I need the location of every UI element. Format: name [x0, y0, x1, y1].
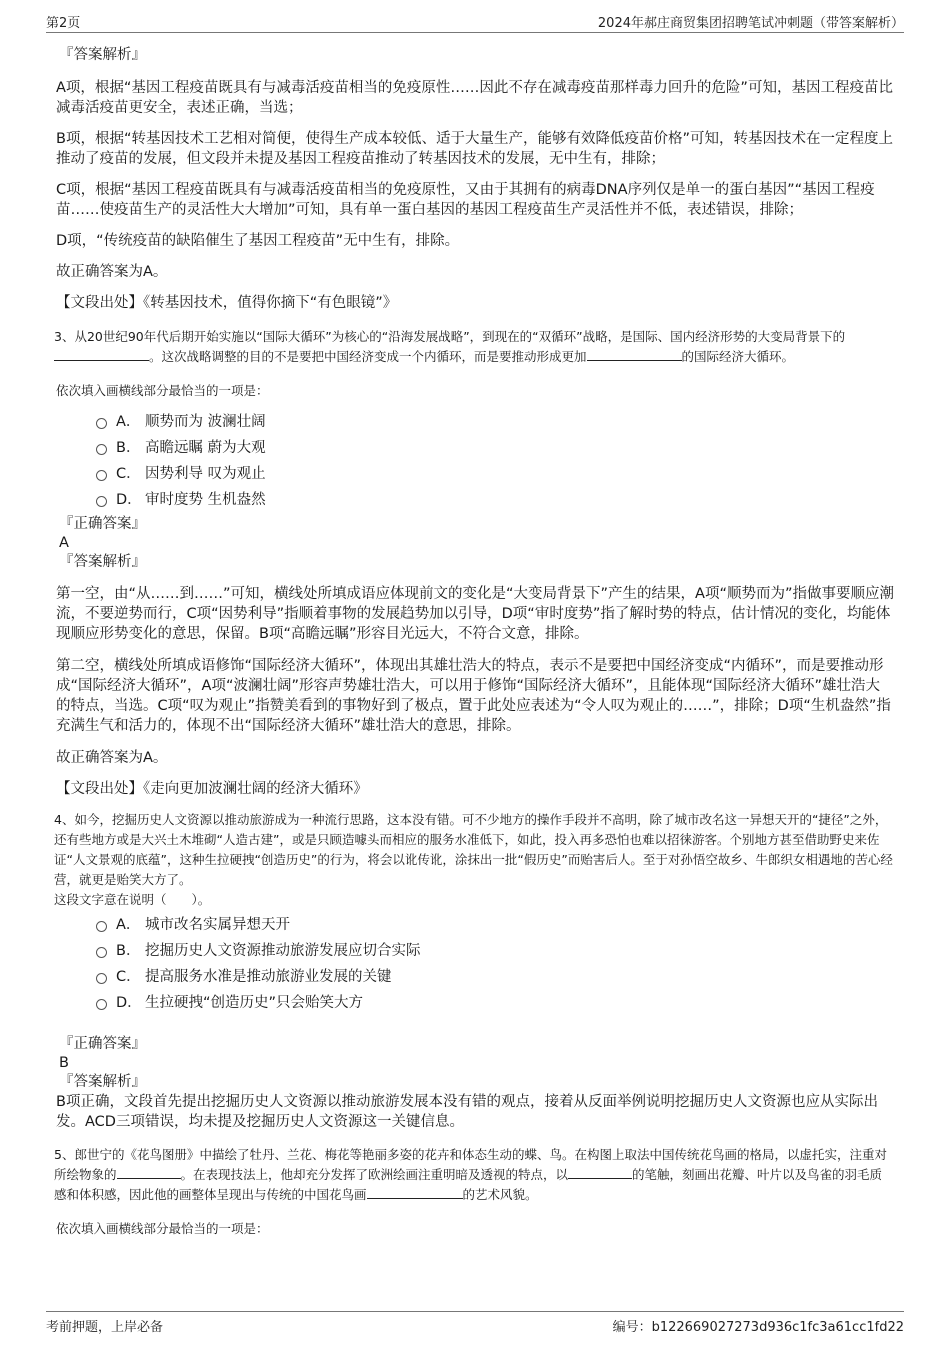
analysis-option-c: C项，根据“基因工程疫苗既具有与减毒活疫苗相当的免疫原性，又由于其拥有的病毒DNA序列仅是单一的蛋白基因”“基因工程疫苗……使疫苗生产的灵活性大大增加”可知，具有单一蛋白基因的基因工程疫苗生产灵活性并不低，表述错误，排除；: [56, 182, 875, 218]
fill-blank[interactable]: [117, 1165, 181, 1179]
radio-button[interactable]: [96, 470, 107, 481]
source-citation: 【文段出处】《转基因技术，值得你摘下“有色眼镜”》: [56, 295, 398, 311]
analysis-option-d: D项，“传统疫苗的缺陷催生了基因工程疫苗”无中生有，排除。: [56, 233, 460, 249]
answer-conclusion: 故正确答案为A。: [56, 750, 168, 766]
radio-button[interactable]: [96, 444, 107, 455]
radio-button[interactable]: [96, 947, 107, 958]
analysis-label: 『答案解析』: [59, 554, 146, 570]
answer-conclusion: 故正确答案为A。: [56, 264, 168, 280]
fill-blank[interactable]: [568, 1165, 632, 1179]
document-id: 编号：b122669027273d936c1fc3a61cc1fd22: [612, 1320, 904, 1335]
analysis-paragraph-1: 第一空，由“从……到……”可知，横线处所填成语应体现前文的变化是“大变局背景下”产生的结果，A项“顺势而为”指做事要顺应潮流，不要逆势而行，C项“因势利导”指顺着事物的发展趋势加以引导，D项“审时度势”指了解时势的特点，估计情况的变化，均能体现顺应形势变化的意思，保留。B项“高瞻远瞩”形容目光远大，不符合文意，排除。: [56, 586, 894, 642]
option-a[interactable]: A． 顺势而为 波澜壮阔: [96, 407, 894, 433]
question-3-stem: 3、从20世纪90年代后期开始实施以“国际大循环”为核心的“沿海发展战略”，到现在的“双循环”战略，是国际、国内经济形势的大变局背景下的。这次战略调整的目的不是要把中国经济变成一个内循环，而是要推动形成更加 的国际经济大循环。: [54, 329, 846, 364]
analysis-option-a: A项，根据“基因工程疫苗既具有与减毒活疫苗相当的免疫原性……因此不存在减毒疫苗那样毒力回升的危险”可知，基因工程疫苗比减毒活疫苗更安全，表述正确，当选；: [56, 80, 893, 116]
correct-answer-label: 『正确答案』: [59, 1036, 146, 1052]
correct-answer-label: 『正确答案』: [59, 516, 146, 532]
analysis-option-b: B项，根据“转基因技术工艺相对简便，使得生产成本较低、适于大量生产，能够有效降低疫苗价格”可知，转基因技术在一定程度上推动了疫苗的发展，但文段并未提及基因工程疫苗推动了转基因技术的发展，无中生有，排除；: [56, 131, 893, 167]
option-d[interactable]: D． 生拉硬拽“创造历史”只会贻笑大方: [96, 988, 894, 1014]
option-b[interactable]: B． 高瞻远瞩 蔚为大观: [96, 433, 894, 459]
question-5-prompt: 依次填入画横线部分最恰当的一项是：: [56, 1221, 269, 1236]
option-c[interactable]: C． 因势利导 叹为观止: [96, 459, 894, 485]
page-header: [46, 10, 904, 33]
document-title: 2024年郝庄商贸集团招聘笔试冲刺题（带答案解析）: [597, 16, 904, 31]
fill-blank[interactable]: [587, 347, 682, 361]
radio-button[interactable]: [96, 496, 107, 507]
source-citation: 【文段出处】《走向更加波澜壮阔的经济大循环》: [56, 781, 368, 797]
option-b[interactable]: B． 挖掘历史人文资源推动旅游发展应切合实际: [96, 936, 894, 962]
analysis-label: 『答案解析』: [59, 1074, 146, 1090]
radio-button[interactable]: [96, 921, 107, 932]
radio-button[interactable]: [96, 999, 107, 1010]
page-footer: [46, 1311, 904, 1336]
question-4-stem: 4、如今，挖掘历史人文资源以推动旅游成为一种流行思路，这本没有错。可不少地方的操作手段并不高明，除了城市改名这一异想天开的“捷径”之外，还有些地方或是大兴土木堆砌“人造古建”，或是只顾造噱头而相应的服务水准低下，如此，投入再多恐怕也难以招徕游客。个别地方甚至借助野史来佐证“人文景观的底蕴”，这种生拉硬拽“创造历史”的行为，将会以讹传讹，涂抹出一批“假历史”而贻害后人。至于对孙悟空故乡、牛郎织女相遇地的苦心经营，就更是贻笑大方了。: [54, 812, 893, 887]
analysis-paragraph-2: 第二空，横线处所填成语修饰“国际经济大循环”，体现出其雄壮浩大的特点，表示不是要把中国经济变成“内循环”，而是要推动形成“国际经济大循环”，A项“波澜壮阔”形容声势雄壮浩大，可以用于修饰“国际经济大循环”，且能体现“国际经济大循环”雄壮浩大的特点，当选。C项“叹为观止”指赞美看到的事物好到了极点，置于此处应表述为“令人叹为观止的……”，排除；D项“生机盎然”指充满生气和活力的，体现不出“国际经济大循环”雄壮浩大的意思，排除。: [56, 658, 891, 734]
question-3-prompt: 依次填入画横线部分最恰当的一项是：: [56, 383, 269, 398]
fill-blank[interactable]: [54, 347, 149, 361]
question-4-prompt: 这段文字意在说明（ ）。: [54, 892, 211, 907]
document-body: [56, 46, 894, 1239]
fill-blank[interactable]: [367, 1185, 463, 1199]
option-c[interactable]: C． 提高服务水准是推动旅游业发展的关键: [96, 962, 894, 988]
question-3-options: [96, 407, 894, 511]
analysis-paragraph: B项正确，文段首先提出挖掘历史人文资源以推动旅游发展本没有错的观点，接着从反面举例说明挖掘历史人文资源也应从实际出发。ACD三项错误，均未提及挖掘历史人文资源这一关键信息。: [56, 1094, 878, 1130]
question-5-stem: 5、郎世宁的《花鸟图册》中描绘了牡丹、兰花、梅花等艳丽多姿的花卉和体态生动的蝶、鸟。在构图上取法中国传统花鸟画的格局，以虚托实，注重对所绘物象的 。在表现技法上，他却充分发挥了欧洲绘画注重明暗及透视的特点，以 的笔触，刻画出花瓣、叶片以及鸟雀的羽毛质感和体积感，因此他的画整体呈现出与传统的中国花鸟画 的艺术风貌。: [54, 1147, 887, 1202]
footer-slogan: 考前押题，上岸必备: [46, 1320, 164, 1335]
question-4-options: [96, 910, 894, 1014]
option-d[interactable]: D． 审时度势 生机盎然: [96, 485, 894, 511]
analysis-label: 『答案解析』: [59, 47, 146, 63]
correct-answer: A: [59, 535, 69, 551]
page-number: 第2页: [46, 16, 81, 31]
option-a[interactable]: A． 城市改名实属异想天开: [96, 910, 894, 936]
correct-answer: B: [59, 1055, 69, 1071]
radio-button[interactable]: [96, 418, 107, 429]
radio-button[interactable]: [96, 973, 107, 984]
